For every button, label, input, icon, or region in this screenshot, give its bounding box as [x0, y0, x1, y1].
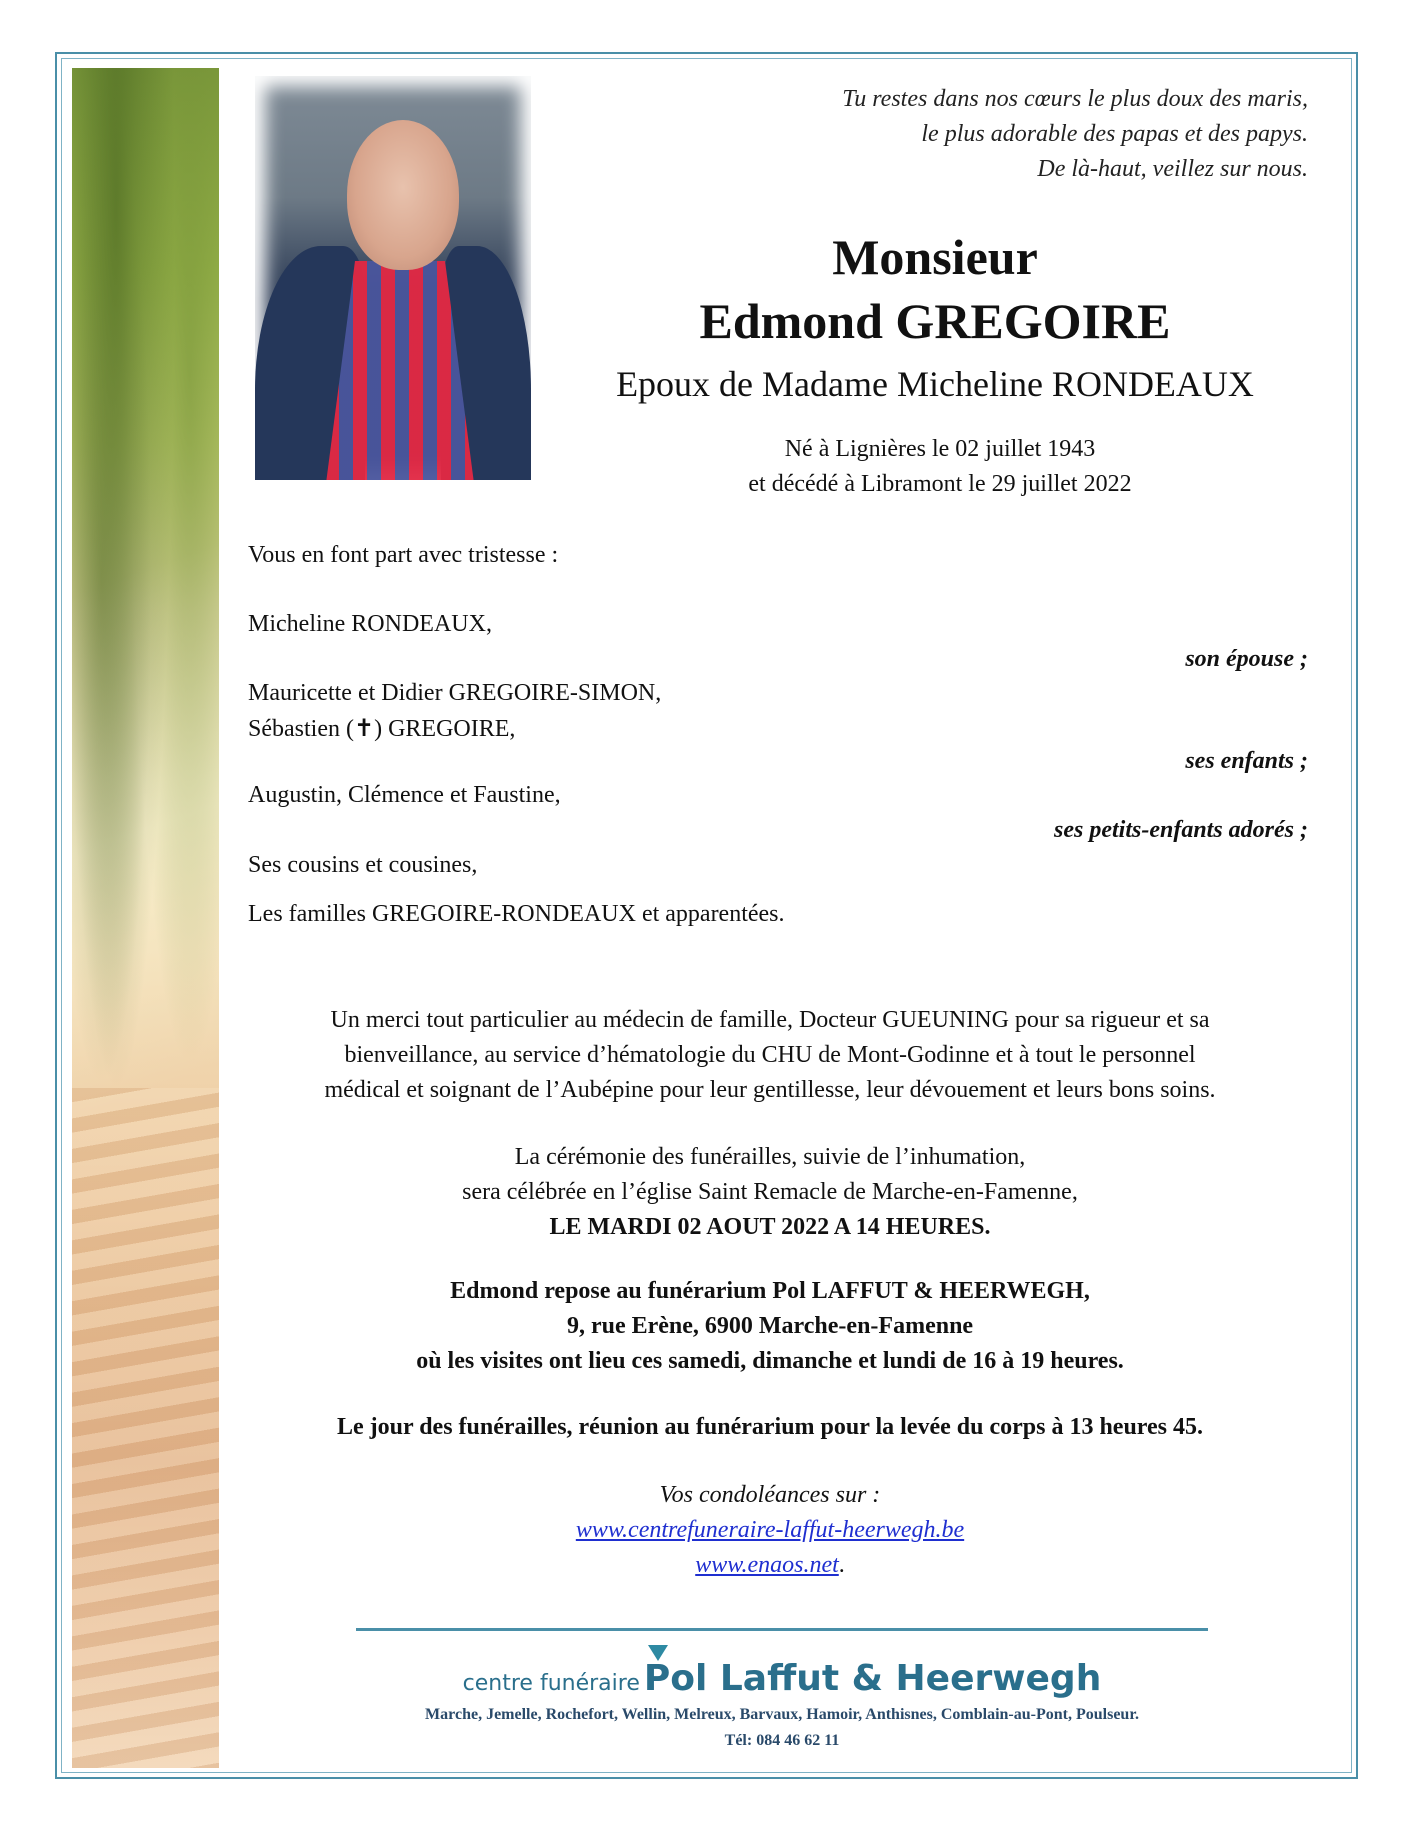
thanks-paragraph: [240, 1003, 1300, 1108]
death-date: et décédé à Libramont le 29 juillet 2022: [748, 471, 1132, 497]
thanks-line-3: médical et soignant de l’Aubépine pour leur gentillesse, leur dévouement et leurs bons soins.: [324, 1077, 1216, 1103]
birth-date: Né à Lignières le 02 juillet 1943: [784, 436, 1096, 462]
visitation-line-3: où les visites ont lieu ces samedi, dimanche et lundi de 16 à 19 heures.: [416, 1348, 1124, 1374]
photo-face: [347, 120, 459, 270]
deceased-name: Edmond GREGOIRE: [699, 293, 1171, 349]
ceremony-line-2: sera célébrée en l’église Saint Remacle de Marche-en-Famenne,: [462, 1179, 1078, 1205]
role-grandchildren: ses petits-enfants adorés ;: [1054, 817, 1308, 843]
visitation-line-1: Edmond repose au funérarium Pol LAFFUT & HEERWEGH,: [450, 1278, 1090, 1304]
footer-towns: Marche, Jemelle, Rochefort, Wellin, Melreux, Barvaux, Hamoir, Anthisnes, Comblain-au-Pont, Poulseur.: [425, 1706, 1139, 1723]
forest-path-side-image: [72, 68, 219, 1768]
logo-small-text: centre funéraire: [462, 1671, 640, 1696]
epitaph-quote: [608, 82, 1308, 187]
quote-line-1: Tu restes dans nos cœurs le plus doux des maris,: [842, 86, 1308, 112]
families-line: Les familles GREGOIRE-RONDEAUX et apparentées.: [248, 901, 785, 927]
civility-heading: Monsieur: [832, 229, 1038, 285]
family-member-spouse: Micheline RONDEAUX,: [248, 611, 492, 637]
family-member-child-2: Sébastien (✝) GREGOIRE,: [248, 716, 516, 742]
footer-divider: [356, 1628, 1208, 1631]
logo-big-text: Pol Laffut & Heerwegh: [643, 1658, 1102, 1699]
announcement-intro: Vous en font part avec tristesse :: [248, 542, 559, 568]
family-member-grandchildren: Augustin, Clémence et Faustine,: [248, 782, 561, 808]
role-spouse: son épouse ;: [1185, 646, 1308, 672]
visitation-paragraph: [240, 1274, 1300, 1379]
condolences-label: Vos condoléances sur :: [659, 1482, 881, 1508]
ceremony-date: LE MARDI 02 AOUT 2022 A 14 HEURES.: [549, 1214, 991, 1240]
role-children: ses enfants ;: [1185, 748, 1308, 774]
quote-line-2: le plus adorable des papas et des papys.: [921, 121, 1308, 147]
visitation-line-2: 9, rue Erène, 6900 Marche-en-Famenne: [566, 1313, 974, 1339]
spouse-line: Epoux de Madame Micheline RONDEAUX: [616, 364, 1254, 404]
footer-phone: Tél: 084 46 62 11: [724, 1732, 840, 1749]
funeral-home-logo: [356, 1658, 1208, 1699]
cousins-line: Ses cousins et cousines,: [248, 852, 478, 878]
ceremony-line-1: La cérémonie des funérailles, suivie de l’inhumation,: [514, 1144, 1026, 1170]
condolences-block: [240, 1478, 1300, 1583]
portrait-photo: [255, 76, 531, 480]
gathering-line: Le jour des funérailles, réunion au funérarium pour la levée du corps à 13 heures 45.: [336, 1414, 1203, 1440]
quote-line-3: De là-haut, veillez sur nous.: [1037, 156, 1308, 182]
thanks-line-2: bienveillance, au service d’hématologie du CHU de Mont-Godinne et à tout le personnel: [344, 1042, 1196, 1068]
thanks-line-1: Un merci tout particulier au médecin de famille, Docteur GUEUNING pour sa rigueur et sa: [330, 1007, 1210, 1033]
family-member-child-1: Mauricette et Didier GREGOIRE-SIMON,: [248, 680, 662, 706]
condolences-link-laffut[interactable]: www.centrefuneraire-laffut-heerwegh.be: [575, 1517, 965, 1543]
ceremony-paragraph: [240, 1140, 1300, 1245]
condolences-link-enaos[interactable]: www.enaos.net: [695, 1552, 839, 1578]
condolences-link-suffix: .: [838, 1552, 845, 1578]
